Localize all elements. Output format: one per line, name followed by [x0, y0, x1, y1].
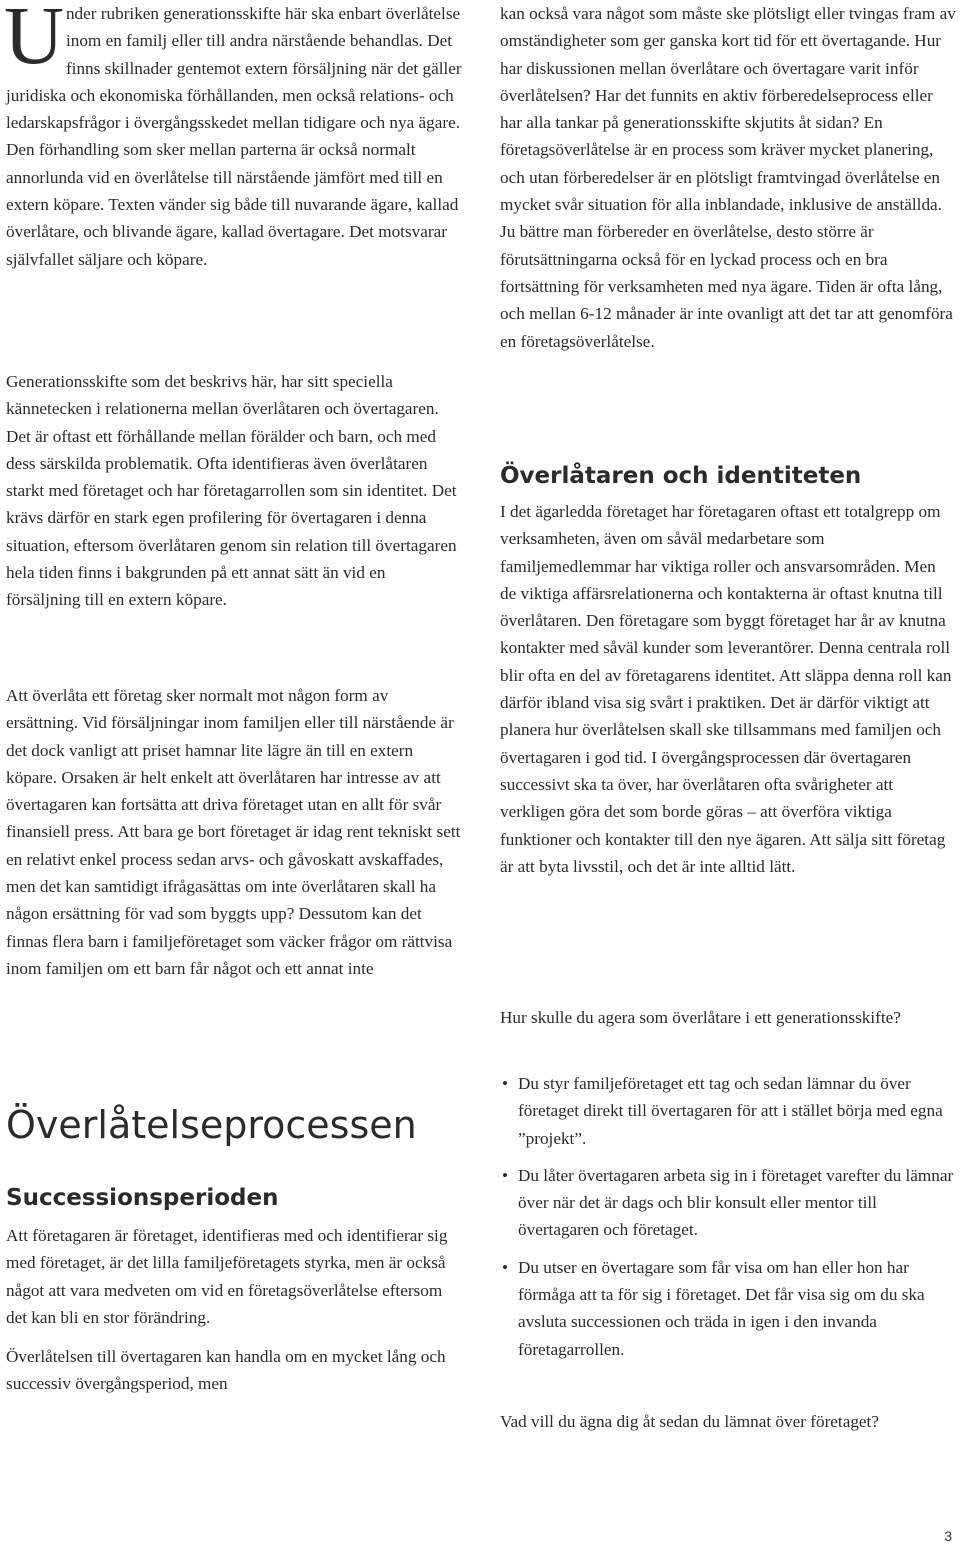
body-paragraph: kan också vara något som måste ske plötsligt eller tvingas fram av omständigheter som ger ganska kort tid för ett övertagande. Hur har diskussionen mellan överlåtare och övertagare varit inför överlåtelsen? Har det funnits en aktiv förberedelseprocess eller har alla tankar på generationsskifte skjutits åt sidan? En företagsöverlåtelse är en process som kräver mycket planering, och utan förberedelser är en plötsligt framtvingad överlåtelse en mycket svår situation för alla inblandade, inklusive de anställda. Ju bättre man förbereder en överlåtelse, desto större är förutsättningarna också för en lyckad process och en bra fortsättning för verksamheten med nya ägare. Tiden är ofta lång, och mellan 6-12 månader är inte ovanligt att det tar att genomföra en företagsöverlåtelse. — [500, 4, 956, 351]
page-number: 3 — [944, 1528, 952, 1544]
closing-question: Vad vill du ägna dig åt sedan du lämnat över företaget? — [500, 1412, 879, 1431]
subsection-heading: Överlåtaren och identiteten — [500, 463, 862, 489]
body-paragraph: Att överlåta ett företag sker normalt mot någon form av ersättning. Vid försäljningar inom familjen eller till närstående är det dock vanligt att priset hamnar lite lägre än till en extern köpare. Orsaken är helt enkelt att överlåtaren har intresse av att övertagaren kan fortsätta att driva företaget utan en allt för svår finansiell press. Att bara ge bort företaget är idag rent tekniskt sett en relativt enkel process sedan arvs- och gåvoskatt avskaffades, men det kan samtidigt ifrågasättas om inte överlåtaren skall ha någon ersättning för vad som byggts upp? Dessutom kan det finnas flera barn i familjeföretaget som väcker frågor om rättvisa inom familjen om ett barn får något och ett annat inte — [6, 686, 461, 978]
intro-block — [6, 0, 464, 273]
list-item: • Du styr familjeföretaget ett tag och sedan lämnar du över företaget direkt till övertagaren för att i stället börja med egna ”projekt”. — [500, 1070, 956, 1152]
body-paragraph: Överlåtelsen till övertagaren kan handla om en mycket lång och successiv övergångsperiod, men — [6, 1347, 446, 1394]
intro-paragraph: nder rubriken generationsskifte här ska enbart överlåtelse inom en familj eller till andra närstående behandlas. Det finns skillnader gentemot extern försäljning när det gäller juridiska och ekonomiska förhållanden, men också relations- och ledarskapsfrågor i övergångsskedet mellan tidigare och nya ägare. Den förhandling som sker mellan parterna är också normalt annorlunda vid en överlåtelse till närstående jämfört med till en extern köpare. Texten vänder sig både till nuvarande ägare, kallad överlåtare, och blivande ägare, kallad övertagare. Det motsvarar självfallet säljare och köpare. — [6, 4, 462, 269]
bullet-icon: • — [502, 1165, 509, 1185]
body-paragraph: Generationsskifte som det beskrivs här, har sitt speciella kännetecken i relationerna mellan överlåtaren och övertagaren. Det är oftast ett förhållande mellan förälder och barn, och med dess särskilda problematik. Ofta identifieras även överlåtaren starkt med företaget och har företagarrollen som sin identitet. Det krävs därför en stark egen profilering för övertagaren i denna situation, eftersom överlåtaren genom sin relation till övertagaren hela tiden finns i bakgrunden på ett annat sätt än vid en försäljning till en extern köpare. — [6, 372, 457, 610]
subsection-heading: Successionsperioden — [6, 1185, 279, 1211]
bullet-icon: • — [502, 1074, 509, 1093]
body-paragraph: I det ägarledda företaget har företagaren oftast ett totalgrepp om verksamheten, även om såväl medarbetare som familjemedlemmar har viktiga roller och ansvarsområden. Men de viktiga affärsrelationerna och kontakterna är oftast knutna till överlåtaren. Den företagare som byggt företaget har år av knutna kontakter med såväl kunder som leverantörer. Denna centrala roll blir ofta en del av företagarens identitet. Att släppa denna roll kan därför ibland visa sig svårt i praktiken. Det är därför viktigt att planera hur överlåtelsen skall ske tillsammans med familjen och övertagaren i god tid. I övergångsprocessen där övertagaren successivt ska ta över, har överlåtaren ofta svårigheter att verkligen göra det som borde göras – att överföra viktiga funktioner och kontakter till den nye ägaren. Att sälja sitt företag är att byta livsstil, och det är inte alltid lätt. — [500, 502, 952, 876]
list-item: • Du låter övertagaren arbeta sig in i företaget varefter du lämnar över när det är dags och blir konsult eller mentor till övertagaren och företaget. — [500, 1162, 956, 1244]
left-column-lower — [6, 1222, 464, 1398]
bullet-icon: • — [502, 1257, 509, 1277]
question-paragraph: Hur skulle du agera som överlåtare i ett generationsskifte? — [500, 1008, 901, 1027]
drop-cap: U — [4, 0, 64, 81]
list-item: • Du utser en övertagare som får visa om han eller hon har förmåga att ta för sig i företaget. Det får visa sig om du ska avsluta successionen och träda in igen i den invanda företagarrollen. — [500, 1254, 956, 1363]
option-list — [500, 1070, 956, 1363]
body-paragraph: Att företagaren är företaget, identifieras med och identifierar sig med företaget, är det lilla familjeföretagets styrka, men är också något att vara medveten om vid en företagsöverlåtelse eftersom det kan bli en stor förändring. — [6, 1226, 448, 1327]
section-heading: Överlåtelseprocessen — [6, 1103, 417, 1147]
